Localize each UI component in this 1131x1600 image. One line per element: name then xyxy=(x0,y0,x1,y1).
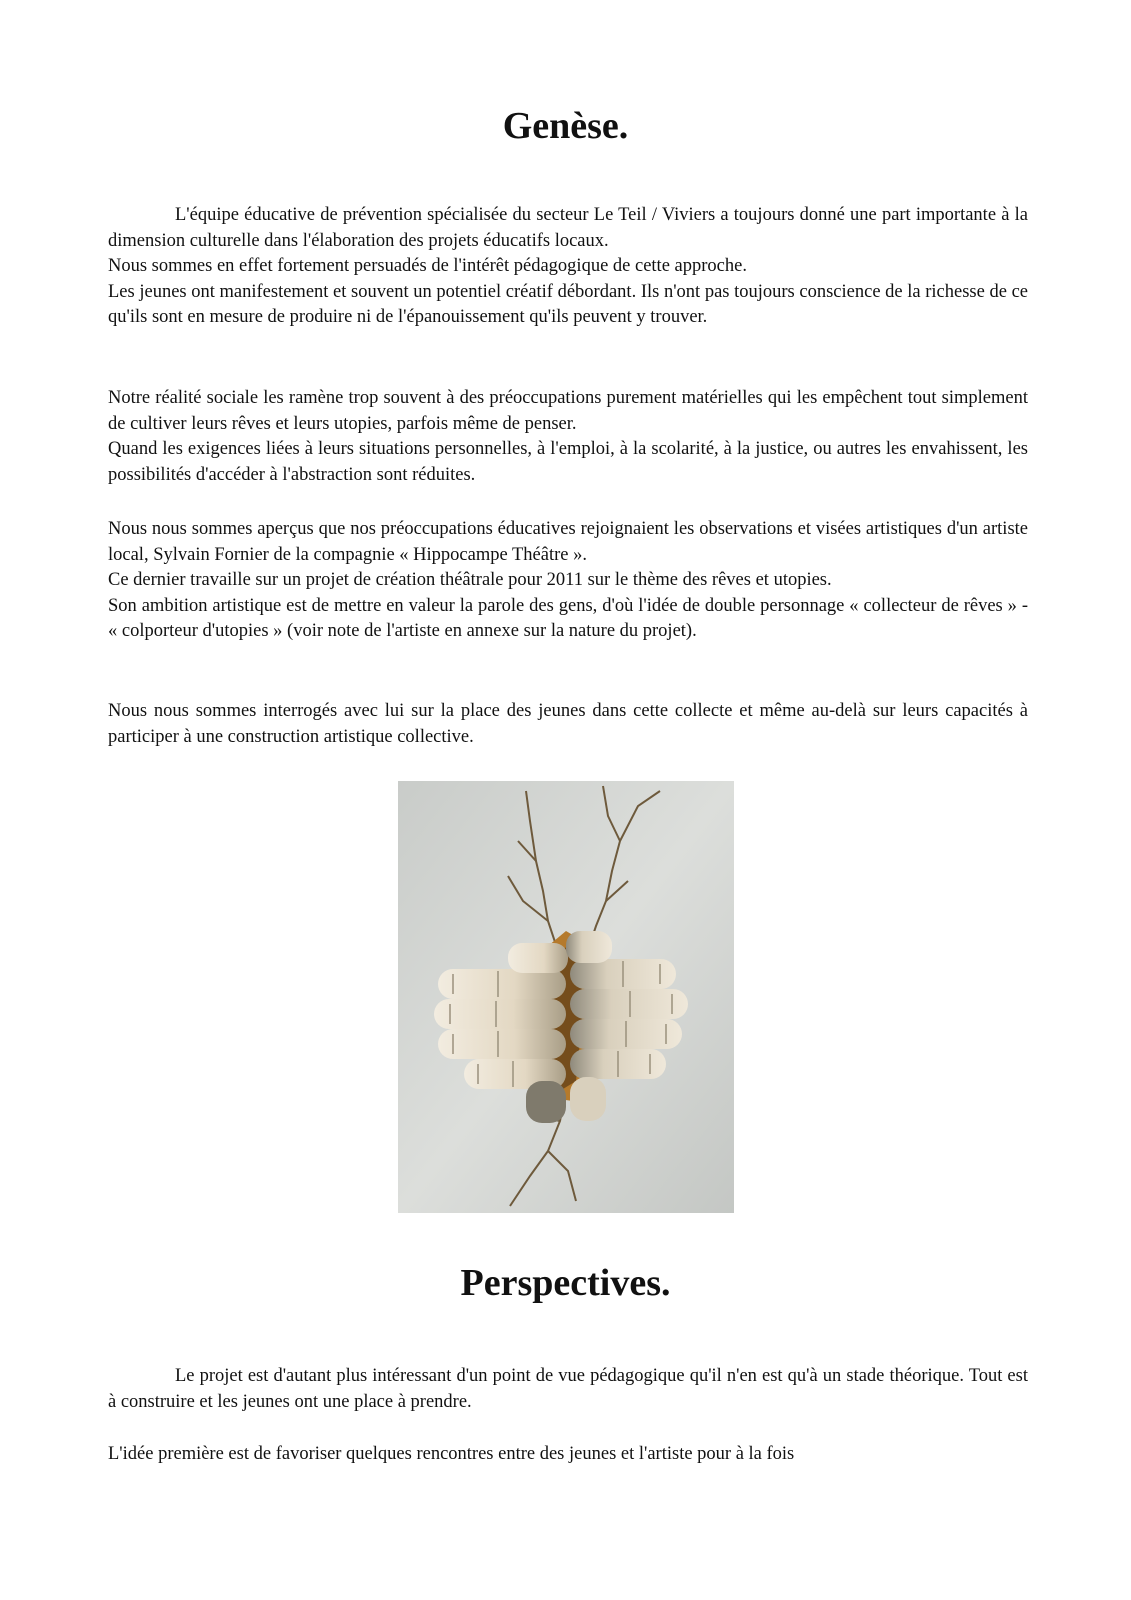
right-thumb xyxy=(570,1077,606,1121)
sculpture-photo xyxy=(398,781,734,1213)
paragraph-line: Ce dernier travaille sur un projet de création théâtrale pour 2011 sur le thème des rêves et utopies. xyxy=(108,570,832,591)
genese-paragraph-1 xyxy=(108,203,1028,331)
paragraph-line: L'idée première est de favoriser quelques rencontres entre des jeunes et l'artiste pour à la fois xyxy=(108,1444,795,1464)
paragraph-line: Son ambition artistique est de mettre en valeur la parole des gens, d'où l'idée de double personnage « collecteur de rêves » - « colporteur d'utopies » (voir note de l'artiste en annexe sur la nature du projet). xyxy=(108,595,1028,642)
section-title-perspectives: Perspectives. xyxy=(460,1262,671,1304)
paragraph-line: L'équipe éducative de prévention spécialisée du secteur Le Teil / Viviers a toujours donné une part importante à la dimension culturelle dans l'élaboration des projets éducatifs locaux. xyxy=(108,205,1028,251)
genese-paragraph-3 xyxy=(108,517,1028,645)
perspectives-paragraph-2 xyxy=(108,1442,1028,1468)
paragraph-line: Nous nous sommes interrogés avec lui sur la place des jeunes dans cette collecte et même au-delà sur leurs capacités à participer à une construction artistique collective. xyxy=(108,701,1028,747)
paragraph-line: Notre réalité sociale les ramène trop souvent à des préoccupations purement matérielles qui les empêchent tout simplement de cultiver leurs rêves et leurs utopies, parfois même de penser. xyxy=(108,388,1028,434)
paragraph-line: Nous nous sommes aperçus que nos préoccupations éducatives rejoignaient les observations et visées artistiques d'un artiste local, Sylvain Fornier de la compagnie « Hippocampe Théâtre ». xyxy=(108,519,1028,565)
sculpture-illustration xyxy=(398,781,734,1213)
genese-paragraph-2 xyxy=(108,386,1028,488)
paragraph-line: Nous sommes en effet fortement persuadés de l'intérêt pédagogique de cette approche. xyxy=(108,256,747,277)
paragraph-line: Les jeunes ont manifestement et souvent un potentiel créatif débordant. Ils n'ont pas toujours conscience de la richesse de ce qu'ils sont en mesure de produire ni de l'épanouissement qu'ils peuvent y trouver. xyxy=(108,281,1028,328)
perspectives-paragraph-1 xyxy=(108,1364,1028,1415)
section-title-genese: Genèse. xyxy=(502,105,629,147)
paragraph-line: Quand les exigences liées à leurs situations personnelles, à l'emploi, à la scolarité, à la justice, ou autres les envahissent, les possibilités d'accéder à l'abstraction sont réduites. xyxy=(108,439,1028,485)
left-thumb xyxy=(526,1081,566,1123)
paragraph-line: Le projet est d'autant plus intéressant d'un point de vue pédagogique qu'il n'en est qu'à un stade théorique. Tout est à construire et les jeunes ont une place à prendre. xyxy=(108,1366,1028,1412)
genese-paragraph-4 xyxy=(108,699,1028,750)
